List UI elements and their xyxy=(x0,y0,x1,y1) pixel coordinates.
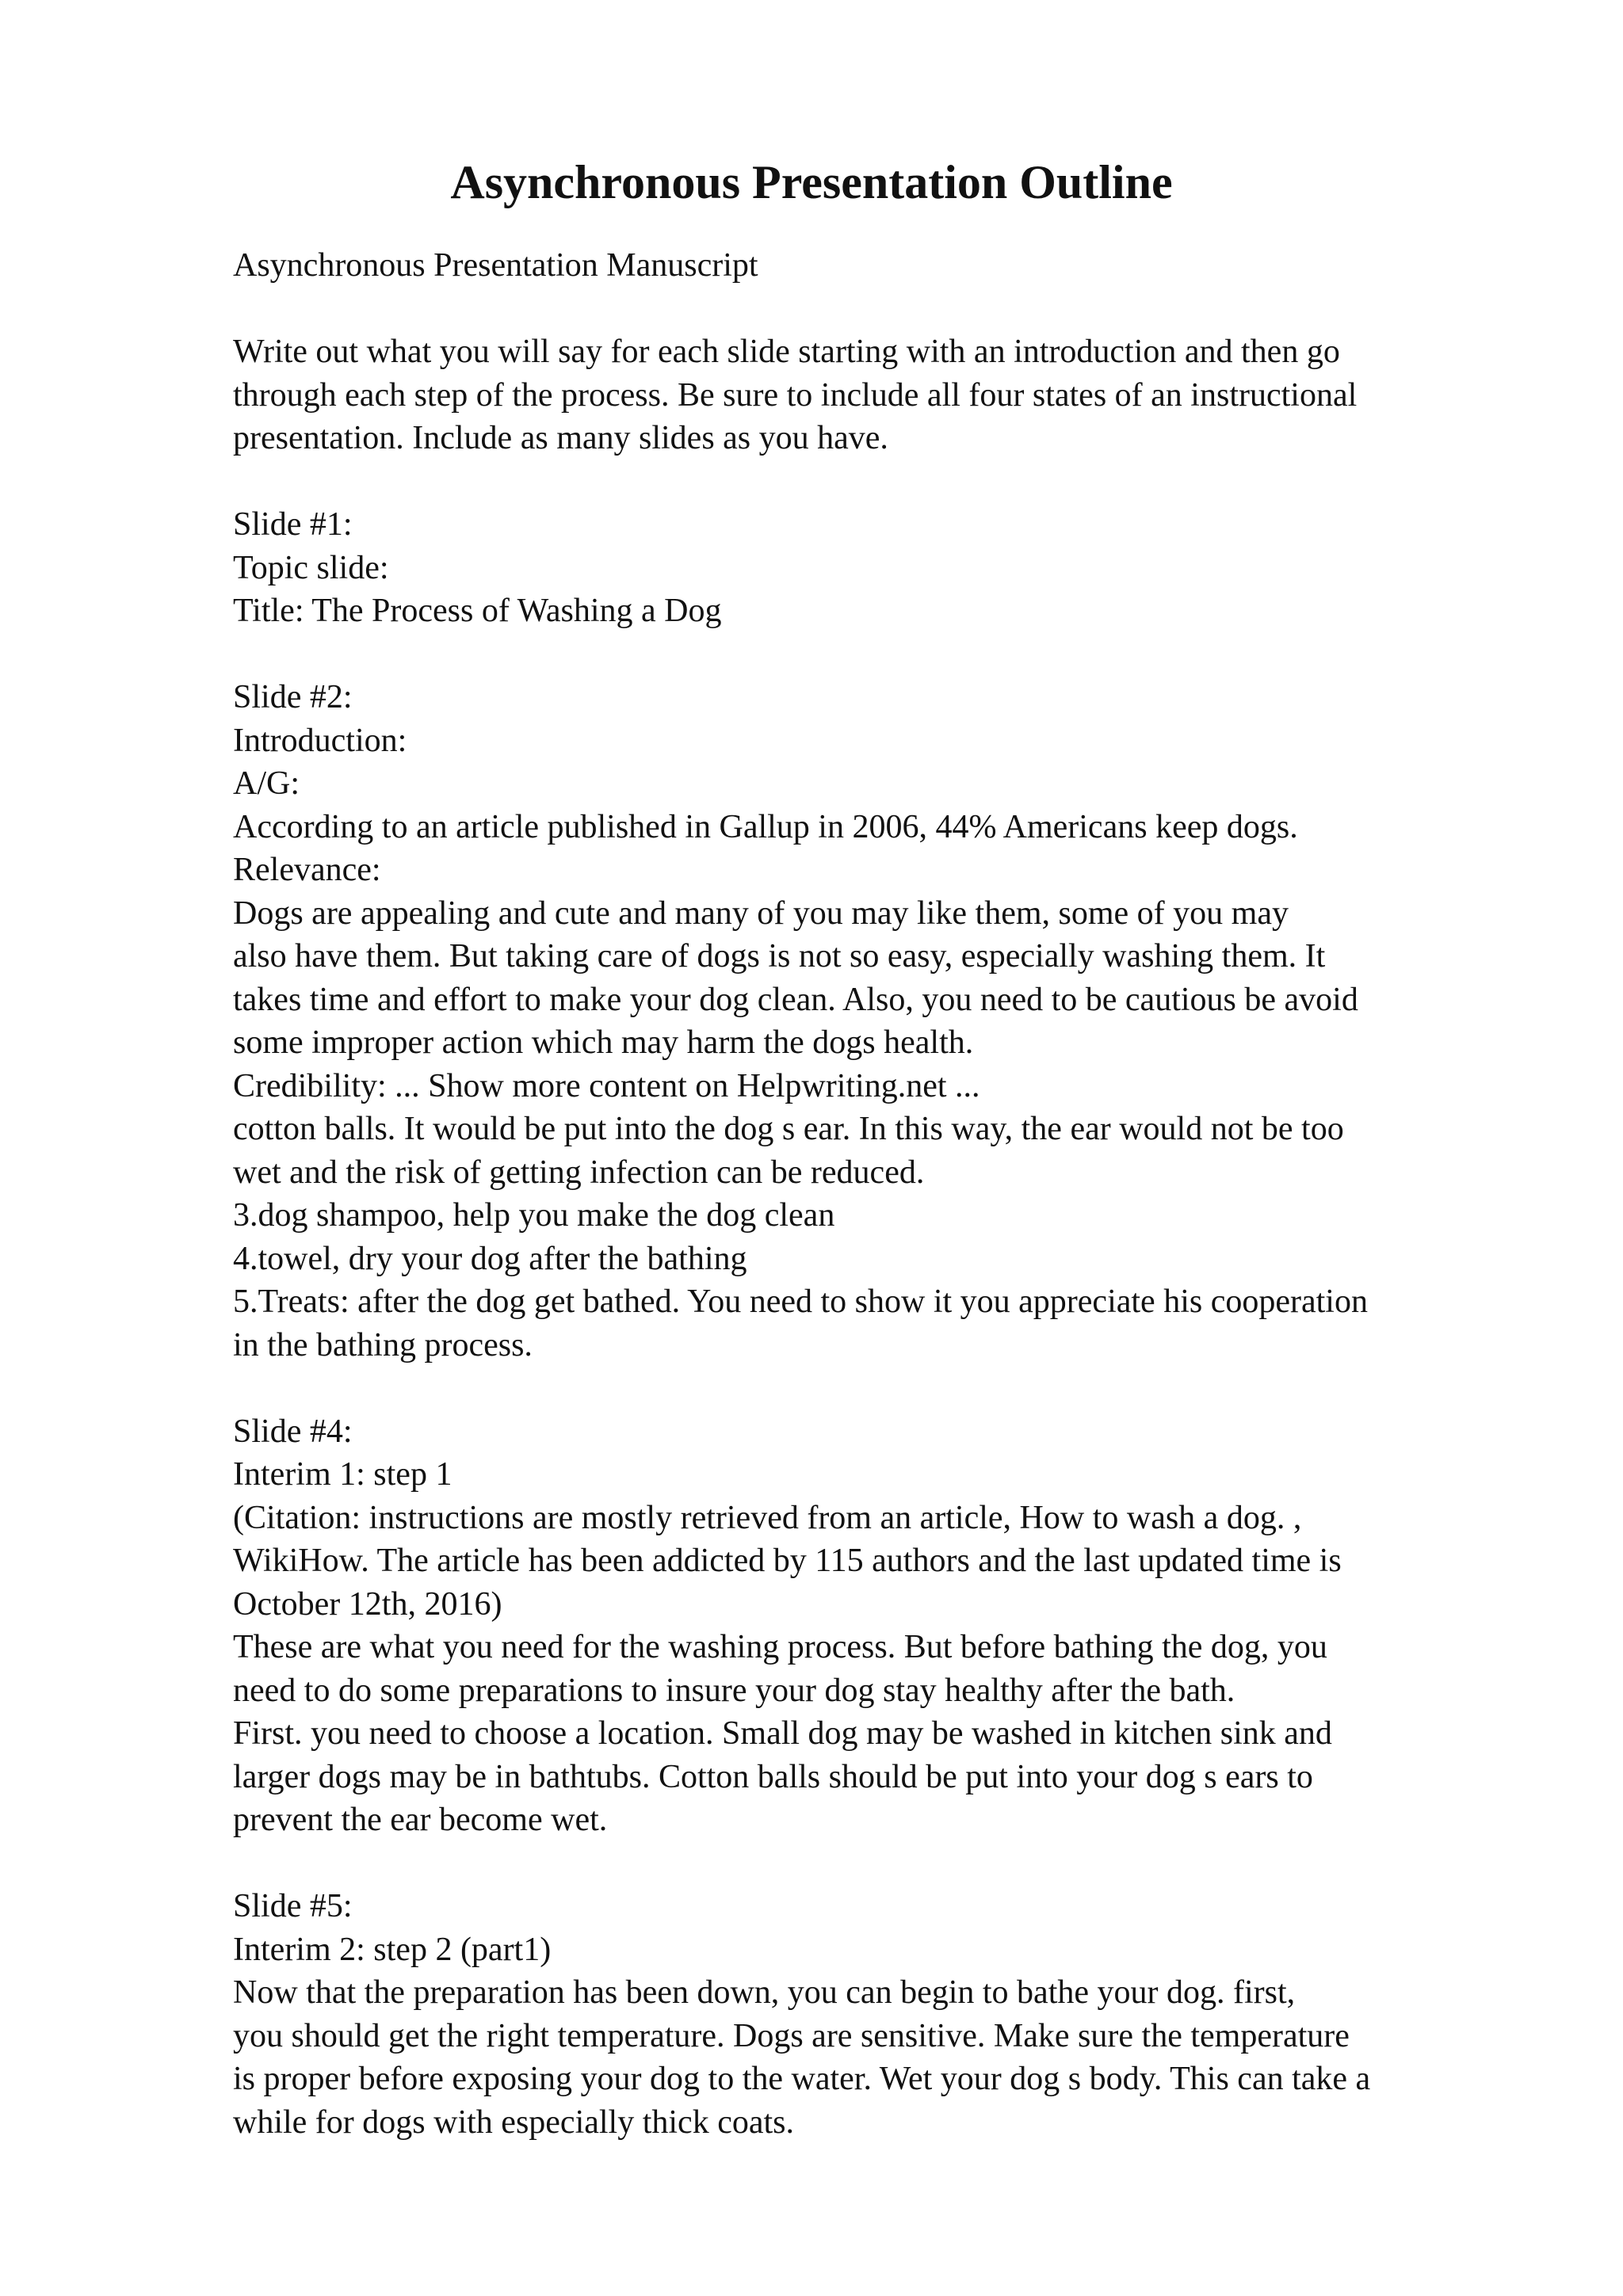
text-line: 4.towel, dry your dog after the bathing xyxy=(233,1240,747,1277)
text-line: Slide #4: xyxy=(233,1413,353,1450)
text-line: Slide #1: xyxy=(233,506,353,543)
text-line: need to do some preparations to insure your dog stay healthy after the bath. xyxy=(233,1672,1235,1709)
text-line: A/G: xyxy=(233,765,300,802)
text-line: Title: The Process of Washing a Dog xyxy=(233,593,722,629)
text-line: October 12th, 2016) xyxy=(233,1585,502,1623)
text-line: Interim 1: step 1 xyxy=(233,1456,453,1493)
text-line: Write out what you will say for each slide starting with an introduction and then go xyxy=(233,334,1340,370)
text-line: cotton balls. It would be put into the dog s ear. In this way, the ear would not be too xyxy=(233,1111,1344,1147)
text-line: WikiHow. The article has been addicted by 115 authors and the last updated time is xyxy=(233,1543,1342,1579)
document-body xyxy=(233,244,1596,2144)
text-line: in the bathing process. xyxy=(233,1326,533,1363)
text-line: prevent the ear become wet. xyxy=(233,1802,608,1838)
text-line: 5.Treats: after the dog get bathed. You need to show it you appreciate his cooperation xyxy=(233,1283,1368,1320)
text-line: Slide #5: xyxy=(233,1888,353,1924)
text-line: Now that the preparation has been down, you can begin to bathe your dog. first, xyxy=(233,1974,1296,2011)
text-line: Introduction: xyxy=(233,722,407,759)
text-line: takes time and effort to make your dog clean. Also, you need to be cautious be avoid xyxy=(233,981,1358,1018)
text-line: larger dogs may be in bathtubs. Cotton balls should be put into your dog s ears to xyxy=(233,1758,1313,1795)
text-line: Topic slide: xyxy=(233,549,389,586)
text-line: According to an article published in Gallup in 2006, 44% Americans keep dogs. xyxy=(233,808,1298,845)
text-line: presentation. Include as many slides as you have. xyxy=(233,420,888,456)
paragraph-gap xyxy=(233,460,1596,504)
text-line: Interim 2: step 2 (part1) xyxy=(233,1931,552,1968)
text-line: wet and the risk of getting infection can be reduced. xyxy=(233,1154,925,1191)
text-line: (Citation: instructions are mostly retrieved from an article, How to wash a dog. , xyxy=(233,1499,1302,1536)
text-line: you should get the right temperature. Dogs are sensitive. Make sure the temperature xyxy=(233,2017,1350,2054)
text-line: is proper before exposing your dog to the water. Wet your dog s body. This can take a xyxy=(233,2061,1371,2097)
document-title: Asynchronous Presentation Outline xyxy=(450,156,1173,208)
text-line: These are what you need for the washing process. But before bathing the dog, you xyxy=(233,1629,1327,1665)
text-line: Asynchronous Presentation Manuscript xyxy=(233,247,758,284)
text-line: some improper action which may harm the dogs health. xyxy=(233,1024,974,1061)
text-line: also have them. But taking care of dogs is not so easy, especially washing them. It xyxy=(233,938,1326,974)
text-line: Dogs are appealing and cute and many of you may like them, some of you may xyxy=(233,894,1289,932)
paragraph-gap xyxy=(233,288,1596,331)
text-line: First. you need to choose a location. Small dog may be washed in kitchen sink and xyxy=(233,1715,1332,1752)
text-line: through each step of the process. Be sure to include all four states of an instructional xyxy=(233,376,1358,414)
paragraph-gap xyxy=(233,633,1596,677)
paragraph-gap xyxy=(233,1367,1596,1410)
text-line: Relevance: xyxy=(233,852,381,888)
text-line: while for dogs with especially thick coats. xyxy=(233,2103,794,2141)
text-line: Slide #2: xyxy=(233,679,353,715)
paragraph-gap xyxy=(233,1842,1596,1886)
text-line: Credibility: ... Show more content on Helpwriting.net ... xyxy=(233,1067,980,1104)
text-line: 3.dog shampoo, help you make the dog clean xyxy=(233,1197,835,1234)
